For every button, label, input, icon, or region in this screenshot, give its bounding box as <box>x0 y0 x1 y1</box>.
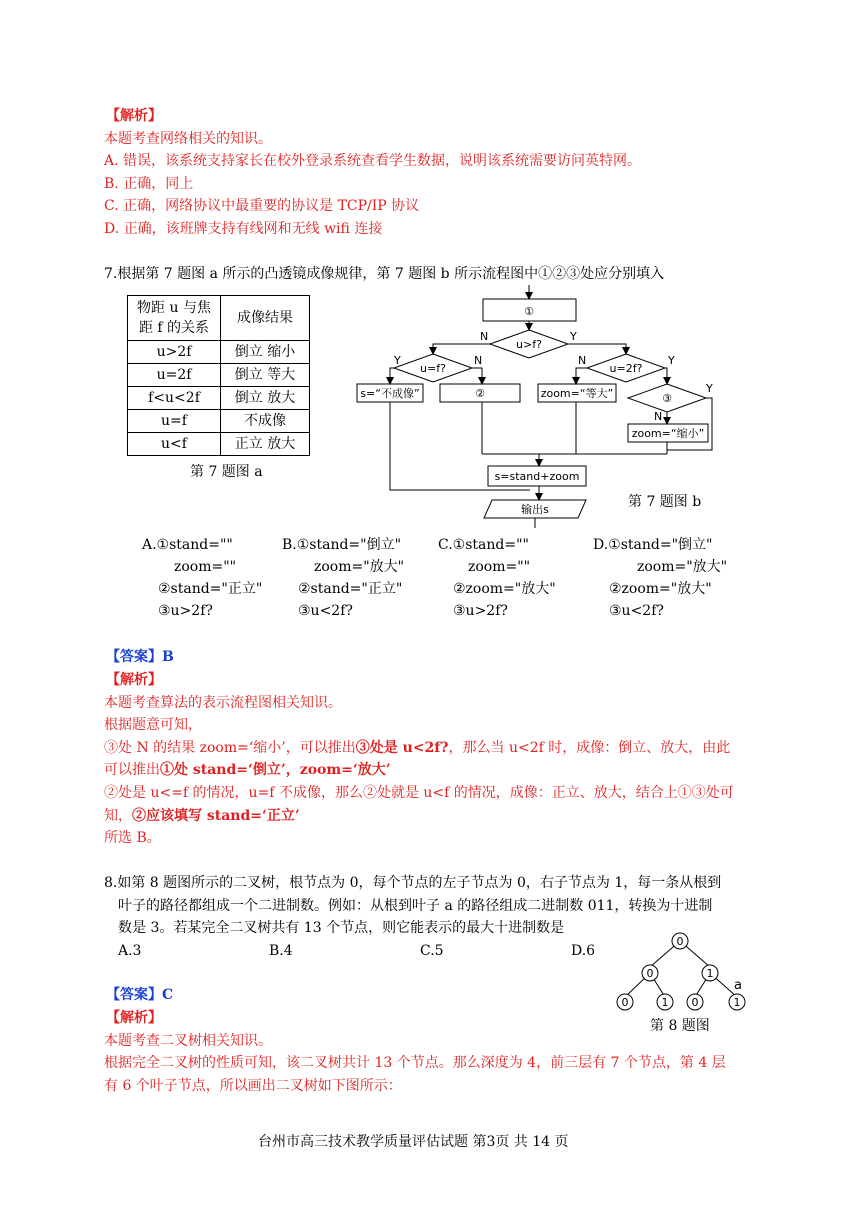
table-header-left-line2: 距 f 的关系 <box>138 320 210 336</box>
tree-node-lr: 1 <box>661 996 669 1009</box>
option-c-line3: ②zoom="放大" <box>453 581 556 597</box>
q6-analysis-line-3: B. 正确，同上 <box>104 176 194 192</box>
flow-box-zoom-small: zoom=“缩小” <box>631 427 705 440</box>
q8-option-d: D.6 <box>571 943 596 959</box>
flow-label-y: Y <box>668 354 675 367</box>
q7-answer: 【答案】B <box>106 649 174 665</box>
tree-node-rr: 1 <box>733 996 741 1009</box>
q6-analysis-line-1: 本题考查网络相关的知识。 <box>104 131 272 147</box>
option-a-line1: A.①stand="" <box>142 537 233 553</box>
option-b-line3: ②stand="正立" <box>298 581 403 597</box>
figure-b-caption: 第 7 题图 b <box>628 494 702 510</box>
flow-label-n: N <box>578 354 587 367</box>
option-b-line4: ③u<2f? <box>298 603 353 619</box>
q8-option-b: B.4 <box>269 943 293 959</box>
q6-analysis-line-4: C. 正确，网络协议中最重要的协议是 TCP/IP 协议 <box>104 198 420 214</box>
flow-label-y: Y <box>706 382 713 395</box>
q8-option-a: A.3 <box>118 943 142 959</box>
flow-box-s: s=“不成像” <box>360 387 420 400</box>
flowchart <box>0 0 860 530</box>
table-cell: 倒立 缩小 <box>221 341 310 364</box>
option-a-line2: zoom="" <box>174 559 237 575</box>
q7-analysis-6 <box>104 806 300 826</box>
flow-d4: ③ <box>662 392 672 405</box>
q6-analysis-label: 【解析】 <box>106 108 162 124</box>
table-cell: f<u<2f <box>128 387 221 410</box>
q8-analysis-2: 根据完全二叉树的性质可知，该二叉树共计 13 个节点。那么深度为 4，前三层有 7 个节点，第 4 层 <box>104 1055 726 1071</box>
figure-8-caption: 第 8 题图 <box>650 1018 710 1034</box>
tree-node-rl: 0 <box>691 996 699 1009</box>
binary-tree <box>600 925 760 1025</box>
flow-box2: ② <box>475 387 485 400</box>
table-cell: 正立 放大 <box>221 433 310 456</box>
q8-analysis-3: 有 6 个叶子节点，所以画出二叉树如下图所示： <box>104 1078 402 1094</box>
q7-analysis-7: 所选 B。 <box>104 830 161 846</box>
flow-label-n: N <box>474 354 483 367</box>
q7-stem: 7.根据第 7 题图 a 所示的凸透镜成像规律，第 7 题图 b 所示流程图中①②③处应分别填入 <box>104 266 665 282</box>
flow-box1: ① <box>524 305 534 318</box>
flow-label-y: Y <box>570 330 577 343</box>
table-cell: 倒立 等大 <box>221 364 310 387</box>
option-d-line2: zoom="放大" <box>637 559 728 575</box>
flow-d1: u>f? <box>516 338 542 351</box>
q7-analysis-5: ②处是 u<=f 的情况，u=f 不成像，那么②处就是 u<f 的情况，成像：正立、放大，结合上①③处可 <box>104 785 734 801</box>
option-c-line1: C.①stand="" <box>438 537 529 553</box>
q7-analysis-6a: 知， <box>104 808 132 824</box>
option-b-line2: zoom="放大" <box>314 559 405 575</box>
table-cell: 倒立 放大 <box>221 387 310 410</box>
q7-analysis-4a: 可以推出 <box>104 762 160 778</box>
option-d-line1: D.①stand="倒立" <box>593 537 713 553</box>
flow-label-y: Y <box>394 354 401 367</box>
q7-analysis-label: 【解析】 <box>106 672 162 688</box>
q8-analysis-label: 【解析】 <box>106 1010 162 1026</box>
q8-option-c: C.5 <box>420 943 444 959</box>
flow-d2: u=f? <box>420 362 446 375</box>
flow-box-out: 输出s <box>521 503 549 516</box>
option-b-line1: B.①stand="倒立" <box>282 537 402 553</box>
q7-analysis-4 <box>104 760 391 780</box>
q7-analysis-4b: ①处 stand=‘倒立’，zoom=‘放大’ <box>160 762 391 778</box>
page-footer: 台州市高三技术教学质量评估试题 第3页 共 14 页 <box>258 1134 569 1150</box>
table-cell: u=f <box>128 410 221 433</box>
table-cell: u=2f <box>128 364 221 387</box>
tree-node-ll: 0 <box>621 996 629 1009</box>
flow-box-sum: s=stand+zoom <box>494 470 580 483</box>
q6-analysis-line-5: D. 正确，该班牌支持有线网和无线 wifi 连接 <box>104 221 383 237</box>
tree-leaf-label: a <box>734 978 742 993</box>
q7-analysis-1: 本题考查算法的表示流程图相关知识。 <box>104 695 342 711</box>
flow-label-n: N <box>480 330 489 343</box>
q7-analysis-2: 根据题意可知， <box>104 717 202 733</box>
q7-analysis-6b: ②应该填写 stand=‘正立’ <box>132 808 300 824</box>
option-c-line4: ③u>2f? <box>453 603 508 619</box>
table-header-right: 成像结果 <box>221 296 310 341</box>
table-cell: 不成像 <box>221 410 310 433</box>
q7-analysis-3c: ，那么当 u<2f 时，成像：倒立、放大，由此 <box>448 740 731 756</box>
tree-node-r: 1 <box>706 967 714 980</box>
flow-label-n: N <box>654 410 663 423</box>
q7-analysis-3 <box>104 738 730 758</box>
option-d-line3: ②zoom="放大" <box>609 581 712 597</box>
q6-analysis-line-2: A. 错误，该系统支持家长在校外登录系统查看学生数据，说明该系统需要访问英特网。 <box>104 153 642 169</box>
q8-stem-2: 叶子的路径都组成一个二进制数。例如：从根到叶子 a 的路径组成二进制数 011，转换为十进制 <box>118 898 713 914</box>
table-cell: u<f <box>128 433 221 456</box>
flow-box-zoom-eq: zoom=“等大” <box>540 387 614 400</box>
option-c-line2: zoom="" <box>468 559 531 575</box>
q8-answer: 【答案】C <box>106 987 174 1003</box>
q7-analysis-3a: ③处 N 的结果 zoom=‘缩小’，可以推出 <box>104 740 356 756</box>
option-a-line4: ③u>2f? <box>158 603 213 619</box>
figure-a-caption: 第 7 题图 a <box>190 464 263 480</box>
q7-analysis-3b: ③处是 u<2f? <box>355 740 449 756</box>
table-header-left-line1: 物距 u 与焦 <box>137 300 211 316</box>
flow-d3: u=2f? <box>609 362 643 375</box>
tree-node-l: 0 <box>646 967 654 980</box>
q8-stem-1: 8.如第 8 题图所示的二叉树，根节点为 0，每个节点的左子节点为 0，右子节点为 1，每一条从根到 <box>104 875 722 891</box>
table-cell: u>2f <box>128 341 221 364</box>
q8-stem-3: 数是 3。若某完全二叉树共有 13 个节点，则它能表示的最大十进制数是 <box>118 920 565 936</box>
option-d-line4: ③u<2f? <box>609 603 664 619</box>
option-a-line3: ②stand="正立" <box>158 581 263 597</box>
q8-analysis-1: 本题考查二叉树相关知识。 <box>104 1033 272 1049</box>
tree-node-root: 0 <box>676 935 684 948</box>
